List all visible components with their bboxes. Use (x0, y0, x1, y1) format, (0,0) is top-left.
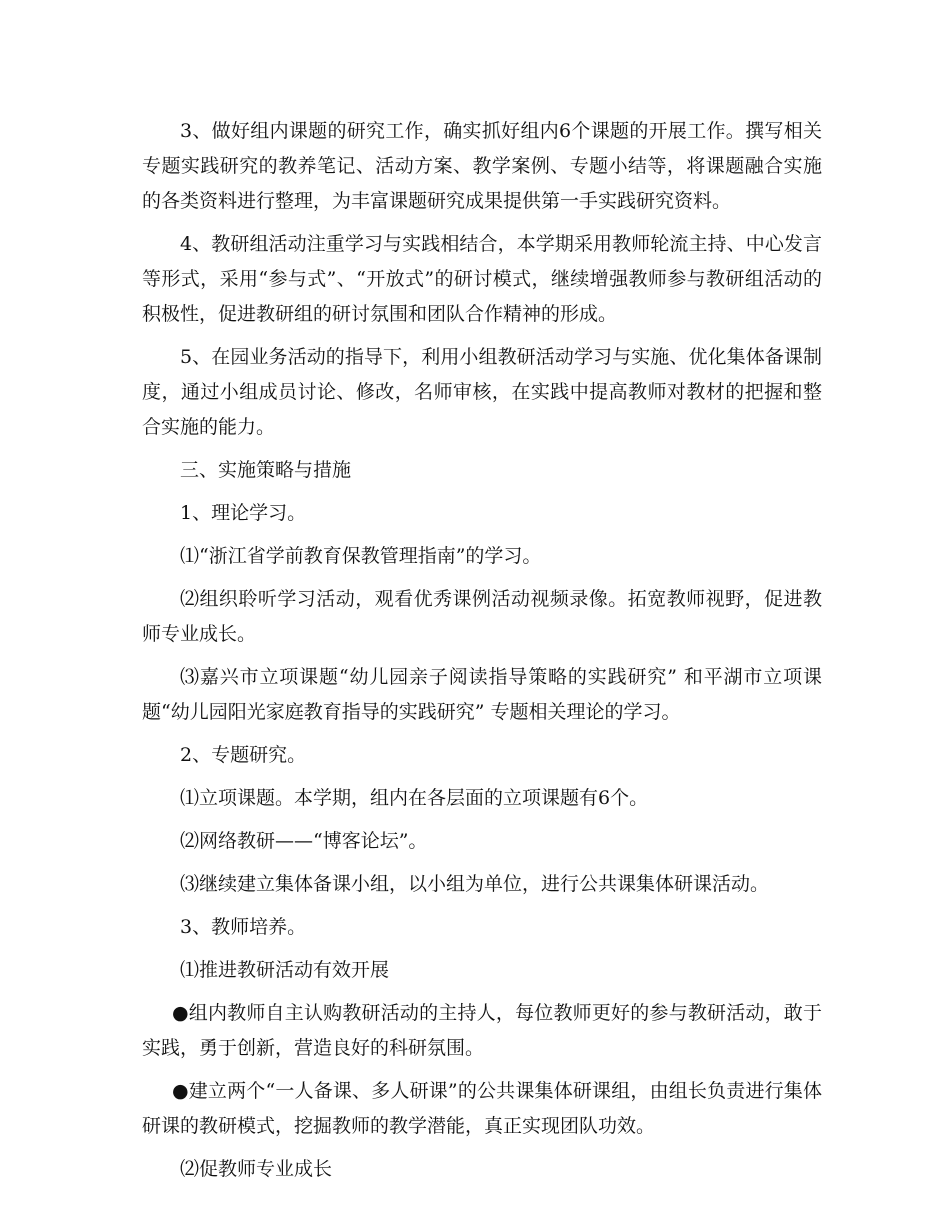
subheading-teacher-training: 3、教师培养。 (180, 916, 307, 938)
list-item: ⑴“浙江省学前教育保教管理指南”的学习。 (180, 545, 542, 567)
list-item: ⑴立项课题。本学期，组内在各层面的立项课题有6个。 (180, 787, 649, 809)
subheading-topic-research: 2、专题研究。 (180, 744, 307, 766)
list-item: ⑵网络教研——“博客论坛”。 (180, 830, 428, 852)
section-heading-strategies: 三、实施策略与措施 (180, 459, 352, 481)
list-item: ⑵促教师专业成长 (180, 1158, 333, 1180)
list-item: ⑶嘉兴市立项课题“幼儿园亲子阅读指导策略的实践研究” 和平湖市立项课题“幼儿园阳光家庭教育指导的实践研究” 专题相关理论的学习。 (142, 666, 822, 723)
paragraph-item-4: 4、教研组活动注重学习与实践相结合，本学期采用教师轮流主持、中心发言等形式，采用“参与式”、“开放式”的研讨模式，继续增强教师参与教研组活动的积极性，促进教研组的研讨氛围和团队合作精神的形成。 (142, 233, 822, 325)
subheading-theory-study: 1、理论学习。 (180, 502, 307, 524)
list-item: ⑴推进教研活动有效开展 (180, 959, 390, 981)
bullet-item: ●建立两个“一人备课、多人研课”的公共课集体研课组，由组长负责进行集体研课的教研模式，挖掘教师的教学潜能，真正实现团队功效。 (142, 1080, 822, 1137)
list-item: ⑵组织聆听学习活动，观看优秀课例活动视频录像。拓宽教师视野，促进教师专业成长。 (142, 588, 822, 645)
document-body (142, 114, 822, 1195)
paragraph-item-5: 5、在园业务活动的指导下，利用小组教研活动学习与实施、优化集体备课制度，通过小组成员讨论、修改，名师审核，在实践中提高教师对教材的把握和整合实施的能力。 (142, 346, 822, 438)
bullet-item: ●组内教师自主认购教研活动的主持人，每位教师更好的参与教研活动，敢于实践，勇于创新，营造良好的科研氛围。 (142, 1002, 822, 1059)
list-item: ⑶继续建立集体备课小组，以小组为单位，进行公共课集体研课活动。 (180, 873, 770, 895)
paragraph-item-3: 3、做好组内课题的研究工作，确实抓好组内6个课题的开展工作。撰写相关专题实践研究的教养笔记、活动方案、教学案例、专题小结等，将课题融合实施的各类资料进行整理，为丰富课题研究成果提供第一手实践研究资料。 (142, 120, 822, 212)
